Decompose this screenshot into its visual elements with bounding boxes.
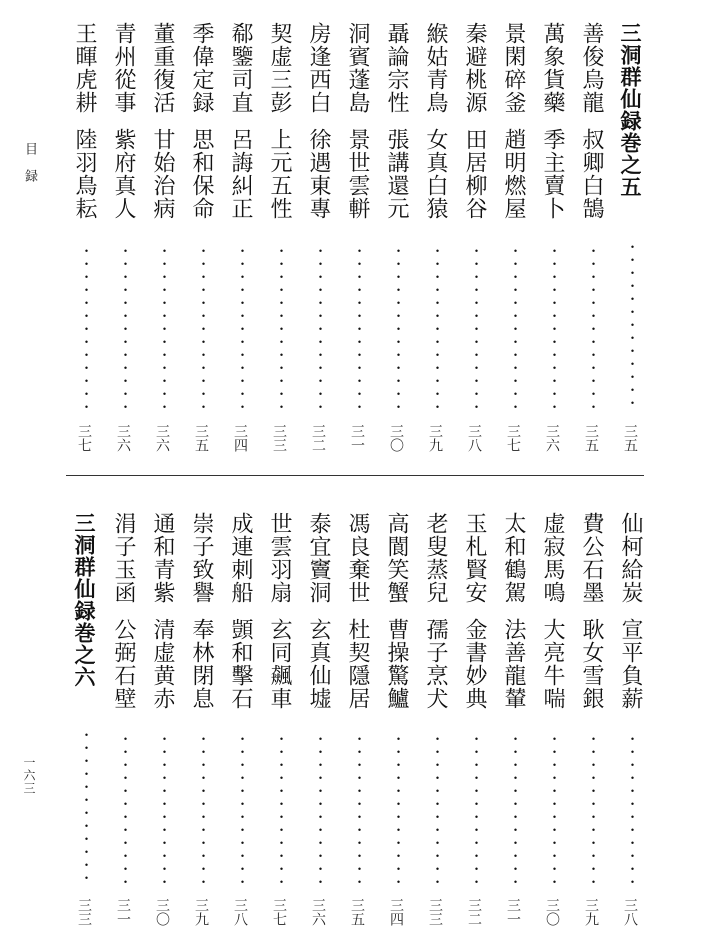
entry-title: 三洞群仙録巻之五 <box>618 22 642 198</box>
entry-page-number: 三六 <box>310 898 326 926</box>
entry-page-number: 三五 <box>622 424 638 452</box>
entry-page-number: 三八 <box>232 898 248 926</box>
entry-page-number: 三九 <box>583 898 599 926</box>
entry-subtitle: 宣平負薪 <box>618 618 643 710</box>
toc-entry <box>224 512 256 926</box>
leader-dots: ・・・・・・・・・・・・ <box>194 732 209 888</box>
entry-subtitle: 景世雲軿 <box>345 128 370 220</box>
entry-title: 泰宜竇洞 <box>306 512 331 604</box>
toc-entry <box>419 22 451 452</box>
entry-title: 世雲羽扇 <box>267 512 292 604</box>
leader-dots: ・・・・・・・・・・・・・ <box>155 243 170 413</box>
entry-title: 房逢西白 <box>306 22 331 114</box>
toc-entry <box>458 22 490 452</box>
entry-title: 仙柯給炭 <box>618 512 643 604</box>
entry-subtitle: 思和保命 <box>189 128 214 220</box>
leader-dots: ・・・・・・・・・・・・・ <box>545 243 560 413</box>
entry-subtitle: 顗和擊石 <box>228 618 253 710</box>
entry-subtitle: 曹操驚鱸 <box>384 618 409 710</box>
entry-title: 費公石墨 <box>579 512 604 604</box>
entry-page-number: 三四 <box>388 898 404 926</box>
toc-entry <box>224 22 256 452</box>
entry-page-number: 三八 <box>622 898 638 926</box>
entry-page-number: 三七 <box>505 424 521 452</box>
entry-subtitle: 大亮牛喘 <box>540 618 565 710</box>
entry-page-number: 三五 <box>193 424 209 452</box>
leader-dots: ・・・・・・・・・・・・ <box>77 728 92 884</box>
entry-title: 季偉定録 <box>189 22 214 114</box>
leader-dots: ・・・・・・・・・・・・・ <box>623 239 638 409</box>
toc-entry <box>380 512 412 926</box>
toc-entry <box>536 22 568 452</box>
toc-entry <box>68 22 100 452</box>
leader-dots: ・・・・・・・・・・・・・ <box>389 243 404 413</box>
leader-dots: ・・・・・・・・・・・・・ <box>584 243 599 413</box>
entry-title: 緱姑青鳥 <box>423 22 448 114</box>
toc-entry <box>536 512 568 926</box>
leader-dots: ・・・・・・・・・・・・・ <box>467 243 482 413</box>
toc-entry <box>458 512 490 926</box>
entry-page-number: 三〇 <box>388 424 404 452</box>
leader-dots: ・・・・・・・・・・・・ <box>350 732 365 888</box>
entry-page-number: 三六 <box>115 424 131 452</box>
entry-title: 三洞群仙録巻之六 <box>72 512 96 688</box>
entry-title: 太和鶴駕 <box>501 512 526 604</box>
entry-subtitle: 叔卿白鵠 <box>579 128 604 220</box>
entry-title: 虚寂馬鳴 <box>540 512 565 604</box>
toc-entry <box>107 22 139 452</box>
leader-dots: ・・・・・・・・・・・・・ <box>194 243 209 413</box>
leader-dots: ・・・・・・・・・・・・ <box>389 732 404 888</box>
toc-entry <box>380 22 412 452</box>
entry-title: 涓子玉函 <box>111 512 136 604</box>
entry-subtitle: 金書妙典 <box>462 618 487 710</box>
toc-entry <box>419 512 451 926</box>
entry-subtitle: 甘始治病 <box>150 128 175 220</box>
toc-entry <box>302 22 334 452</box>
leader-dots: ・・・・・・・・・・・・ <box>155 732 170 888</box>
entry-page-number: 三二 <box>310 424 326 452</box>
entry-page-number: 三九 <box>427 424 443 452</box>
entry-title: 萬象貨藥 <box>540 22 565 114</box>
toc-entry <box>146 22 178 452</box>
entry-page-number: 三四 <box>232 424 248 452</box>
entry-title: 老叟蒸兒 <box>423 512 448 604</box>
block-divider <box>66 475 644 476</box>
leader-dots: ・・・・・・・・・・・・・ <box>311 243 326 413</box>
entry-page-number: 三三 <box>76 898 92 926</box>
entry-title: 青州從事 <box>111 22 136 114</box>
leader-dots: ・・・・・・・・・・・・・ <box>77 243 92 413</box>
entry-page-number: 三六 <box>154 424 170 452</box>
leader-dots: ・・・・・・・・・・・・ <box>233 732 248 888</box>
toc-entry <box>146 512 178 926</box>
toc-entry <box>575 512 607 926</box>
entry-title: 通和青紫 <box>150 512 175 604</box>
entry-page-number: 三一 <box>115 898 131 926</box>
leader-dots: ・・・・・・・・・・・・・ <box>116 243 131 413</box>
toc-entry <box>341 22 373 452</box>
leader-dots: ・・・・・・・・・・・・ <box>116 732 131 888</box>
entry-title: 馮良棄世 <box>345 512 370 604</box>
entry-title: 高閬笑蟹 <box>384 512 409 604</box>
entry-subtitle: 徐遇東專 <box>306 128 331 220</box>
entry-page-number: 三〇 <box>544 898 560 926</box>
entry-subtitle: 玄真仙墟 <box>306 618 331 710</box>
toc-volume-heading <box>614 22 646 452</box>
entry-subtitle: 田居柳谷 <box>462 128 487 220</box>
leader-dots: ・・・・・・・・・・・・ <box>467 732 482 888</box>
entry-page-number: 三三 <box>427 898 443 926</box>
leader-dots: ・・・・・・・・・・・・ <box>506 732 521 888</box>
toc-entry <box>575 22 607 452</box>
entry-subtitle: 杜契隱居 <box>345 618 370 710</box>
page-number: 一六三 <box>22 756 36 795</box>
entry-subtitle: 張講還元 <box>384 128 409 220</box>
entry-title: 聶論宗性 <box>384 22 409 114</box>
entry-subtitle: 玄同飆車 <box>267 618 292 710</box>
toc-entry <box>263 512 295 926</box>
entry-subtitle: 陸羽鳥耘 <box>72 128 97 220</box>
entry-title: 成連刺船 <box>228 512 253 604</box>
entry-title: 善俊烏龍 <box>579 22 604 114</box>
entry-title: 契虚三彭 <box>267 22 292 114</box>
leader-dots: ・・・・・・・・・・・・ <box>272 732 287 888</box>
toc-entry <box>497 22 529 452</box>
entry-title: 郗鑒司直 <box>228 22 253 114</box>
toc-entry <box>107 512 139 926</box>
entry-subtitle: 紫府真人 <box>111 128 136 220</box>
entry-page-number: 三七 <box>76 424 92 452</box>
entry-page-number: 三三 <box>271 424 287 452</box>
toc-entry <box>497 512 529 926</box>
entry-title: 王暉虎耕 <box>72 22 97 114</box>
toc-volume-heading <box>68 512 100 926</box>
leader-dots: ・・・・・・・・・・・・ <box>428 732 443 888</box>
entry-subtitle: 奉林閉息 <box>189 618 214 710</box>
section-label: 目録 <box>22 142 37 196</box>
entry-subtitle: 季主賣卜 <box>540 128 565 220</box>
entry-subtitle: 上元五性 <box>267 128 292 220</box>
entry-subtitle: 法善龍輦 <box>501 618 526 710</box>
entry-page-number: 三八 <box>466 424 482 452</box>
toc-entry <box>614 512 646 926</box>
toc-entry <box>185 512 217 926</box>
entry-subtitle: 孺子烹犬 <box>423 618 448 710</box>
entry-page-number: 三一 <box>349 424 365 452</box>
leader-dots: ・・・・・・・・・・・・ <box>545 732 560 888</box>
entry-subtitle: 女真白猿 <box>423 128 448 220</box>
entry-title: 洞賓蓬島 <box>345 22 370 114</box>
entry-title: 玉札賢安 <box>462 512 487 604</box>
leader-dots: ・・・・・・・・・・・・・ <box>350 243 365 413</box>
leader-dots: ・・・・・・・・・・・・ <box>623 732 638 888</box>
leader-dots: ・・・・・・・・・・・・・ <box>428 243 443 413</box>
entry-page-number: 三一 <box>505 898 521 926</box>
entry-subtitle: 清虚黄赤 <box>150 618 175 710</box>
leader-dots: ・・・・・・・・・・・・・ <box>506 243 521 413</box>
toc-entry <box>185 22 217 452</box>
leader-dots: ・・・・・・・・・・・・・ <box>233 243 248 413</box>
entry-page-number: 三七 <box>271 898 287 926</box>
entry-page-number: 三九 <box>193 898 209 926</box>
leader-dots: ・・・・・・・・・・・・ <box>311 732 326 888</box>
entry-page-number: 三二 <box>466 898 482 926</box>
entry-title: 景閑碎釜 <box>501 22 526 114</box>
entry-subtitle: 公弼石壁 <box>111 618 136 710</box>
entry-page-number: 三〇 <box>154 898 170 926</box>
entry-title: 崇子致譽 <box>189 512 214 604</box>
entry-title: 董重復活 <box>150 22 175 114</box>
entry-subtitle: 耿女雪銀 <box>579 618 604 710</box>
leader-dots: ・・・・・・・・・・・・・ <box>272 243 287 413</box>
entry-page-number: 三五 <box>349 898 365 926</box>
entry-title: 秦避桃源 <box>462 22 487 114</box>
entry-page-number: 三六 <box>544 424 560 452</box>
leader-dots: ・・・・・・・・・・・・ <box>584 732 599 888</box>
toc-entry <box>341 512 373 926</box>
toc-entry <box>263 22 295 452</box>
entry-subtitle: 呂誨糾正 <box>228 128 253 220</box>
entry-page-number: 三五 <box>583 424 599 452</box>
entry-subtitle: 趙明燃屋 <box>501 128 526 220</box>
toc-entry <box>302 512 334 926</box>
